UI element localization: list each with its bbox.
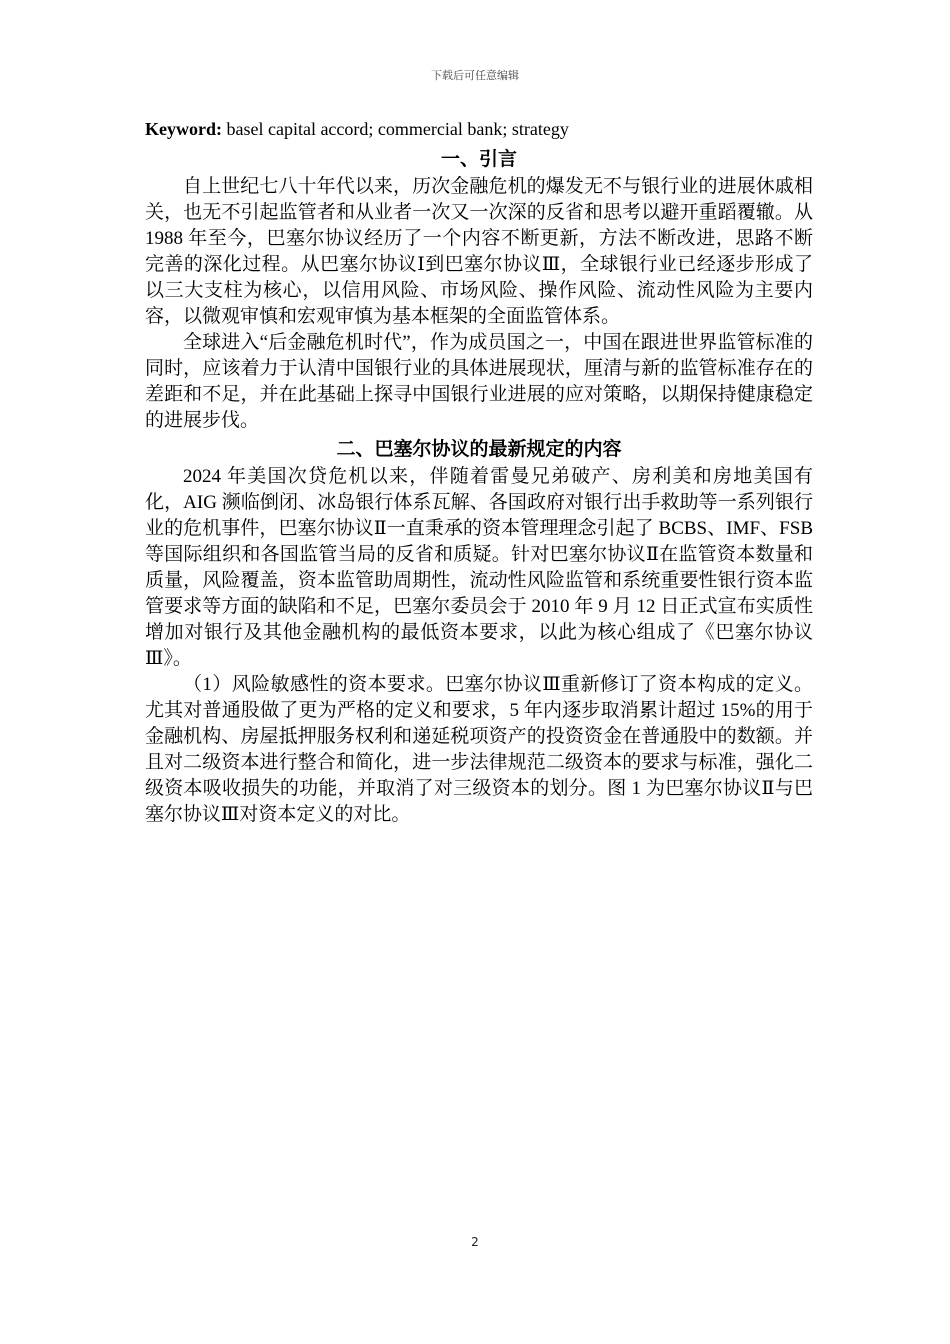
paragraph: 全球进入“后金融危机时代”，作为成员国之一，中国在跟进世界监管标准的同时，应该着力于认清中国银行业的具体进展现状，厘清与新的监管标准存在的差距和不足，并在此基础上探寻中国银行业进展的应对策略，以期保持健康稳定的进展步伐。 xyxy=(145,332,813,431)
page-number: 2 xyxy=(471,1235,479,1249)
section-title-introduction: 一、引言 xyxy=(440,148,517,170)
page-header: 下载后可任意编辑 xyxy=(431,69,519,82)
keyword-text: basel capital accord; commercial bank; strategy xyxy=(221,119,569,139)
paragraph: （1）风险敏感性的资本要求。巴塞尔协议Ⅲ重新修订了资本构成的定义。尤其对普通股做了更为严格的定义和要求，5 年内逐步取消累计超过 15%的用于金融机构、房屋抵押服务权利和递延税项资产的投资资金在普通股中的数额。并且对二级资本进行整合和简化，进一步法律规范二级资本的要求与标准，强化二级资本吸收损失的功能，并取消了对三级资本的划分。图 1 为巴塞尔协议Ⅱ与巴塞尔协议Ⅲ对资本定义的对比。 xyxy=(145,674,813,825)
paragraph: 自上世纪七八十年代以来，历次金融危机的爆发无不与银行业的进展休戚相关，也无不引起监管者和从业者一次又一次深的反省和思考以避开重蹈覆辙。从 1988 年至今，巴塞尔协议经历了一个内容不断更新，方法不断改进，思路不断完善的深化过程。从巴塞尔协议Ⅰ到巴塞尔协议Ⅲ，全球银行业已经逐步形成了以三大支柱为核心，以信用风险、市场风险、操作风险、流动性风险为主要内容，以微观审慎和宏观审慎为基本框架的全面监管体系。 xyxy=(145,176,813,327)
keyword-label: Keyword: xyxy=(145,119,222,139)
keyword-line xyxy=(145,116,813,142)
page-content xyxy=(145,116,813,828)
paragraph: 2024 年美国次贷危机以来，伴随着雷曼兄弟破产、房利美和房地美国有化，AIG 濒临倒闭、冰岛银行体系瓦解、各国政府对银行出手救助等一系列银行业的危机事件，巴塞尔协议Ⅱ一直秉承的资本管理理念引起了 BCBS、IMF、FSB 等国际组织和各国监管当局的反省和质疑。针对巴塞尔协议Ⅱ在监管资本数量和质量，风险覆盖，资本监管助周期性，流动性风险监管和系统重要性银行资本监管要求等方面的缺陷和不足，巴塞尔委员会于 2010 年 9 月 12 日正式宣布实质性增加对银行及其他金融机构的最低资本要求，以此为核心组成了《巴塞尔协议Ⅲ》。 xyxy=(145,466,813,669)
section-title-basel-latest: 二、巴塞尔协议的最新规定的内容 xyxy=(336,438,622,460)
